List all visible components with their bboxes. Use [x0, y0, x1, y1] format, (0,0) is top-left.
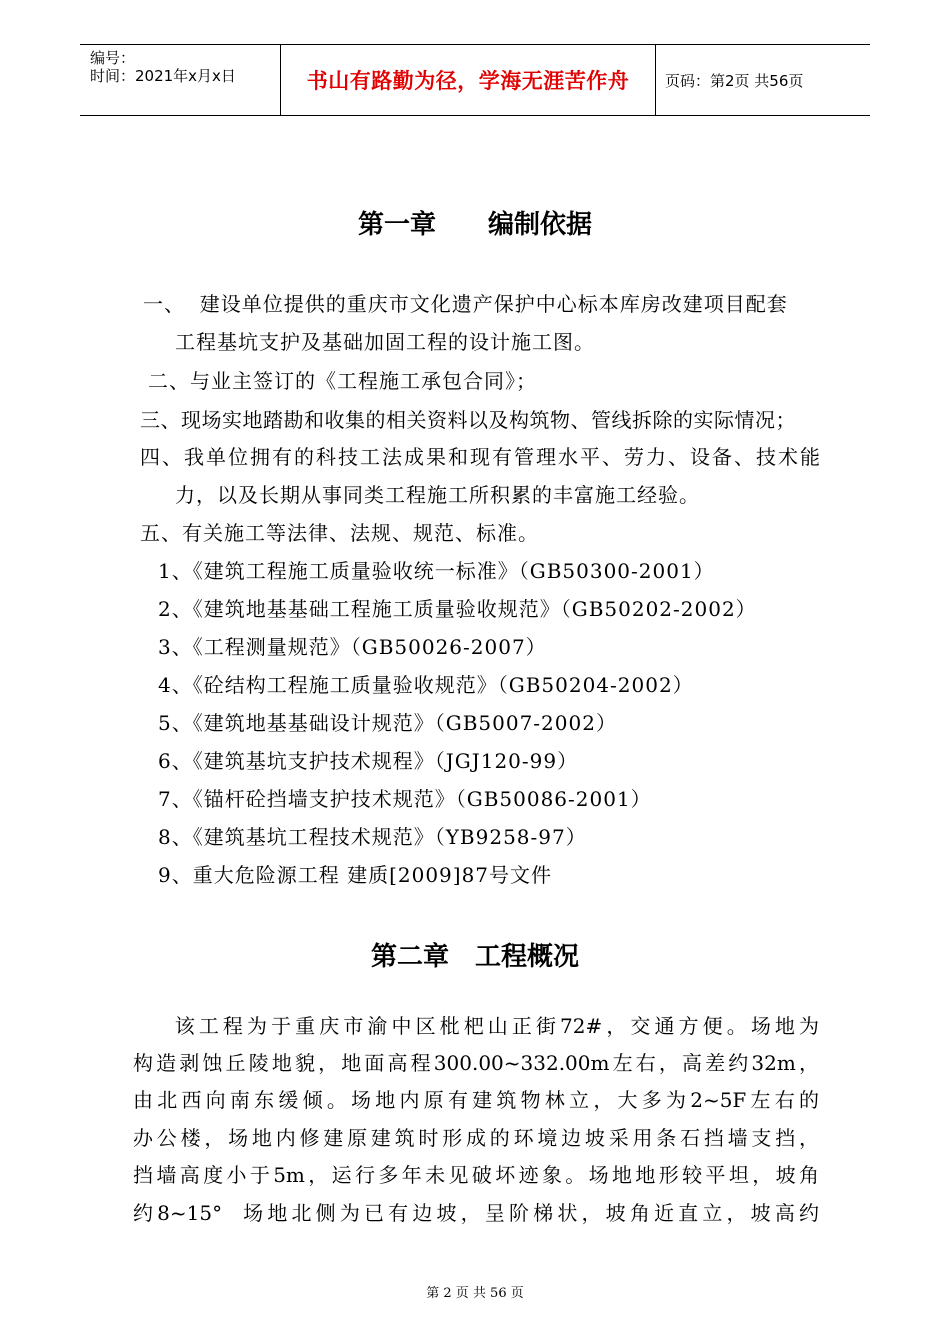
chapter-2-title: 第二章 工程概况: [370, 942, 579, 972]
basis-item-5: 五、有关施工等法律、法规、规范、标准。: [140, 521, 539, 545]
basis-item-4: 四、我单位拥有的科技工法成果和现有管理水平、劳力、设备、技术能: [140, 445, 822, 469]
standard-item-1: 1、《建筑工程施工质量验收统一标准》（GB50300-2001）: [158, 559, 715, 583]
overview-line-2: 构造剥蚀丘陵地貌，地面高程300.00~332.00m左右，高差约32m，: [133, 1051, 819, 1075]
standard-item-2: 2、《建筑地基基础工程施工质量验收规范》（GB50202-2002）: [158, 597, 757, 621]
basis-item-1-cont: 工程基坑支护及基础加固工程的设计施工图。: [175, 330, 595, 354]
overview-line-4: 办公楼，场地内修建原建筑时形成的环境边坡采用条石挡墙支挡，: [133, 1126, 819, 1150]
standard-item-6: 6、《建筑基坑支护技术规程》（JGJ120-99）: [158, 749, 579, 773]
basis-item-1: 一、 建设单位提供的重庆市文化遗产保护中心标本库房改建项目配套: [143, 292, 788, 316]
header-meta: [80, 45, 280, 115]
header-page-info: 页码：第2页 共56页: [665, 71, 804, 90]
page-header: [80, 44, 870, 116]
standard-item-4: 4、《砼结构工程施工质量验收规范》（GB50204-2002）: [158, 673, 694, 697]
basis-item-4-cont: 力，以及长期从事同类工程施工所积累的丰富施工经验。: [175, 483, 700, 507]
document-number-label: 编号：: [90, 49, 136, 67]
overview-line-6: 约8~15° 场地北侧为已有边坡，呈阶梯状，坡角近直立，坡高约: [133, 1201, 819, 1225]
chapter-1-title: 第一章 编制依据: [357, 210, 592, 240]
page-footer: 第 2 页 共 56 页: [426, 1286, 524, 1301]
overview-line-1: 该工程为于重庆市渝中区枇杷山正街72#，交通方便。场地为: [133, 1014, 819, 1038]
header-motto: 书山有路勤为径，学海无涯苦作舟: [280, 45, 656, 115]
basis-item-2: 二、与业主签订的《工程施工承包合同》；: [148, 369, 537, 393]
standard-item-3: 3、《工程测量规范》（GB50026-2007）: [158, 635, 547, 659]
overview-line-3: 由北西向南东缓倾。场地内原有建筑物林立，大多为2~5F左右的: [133, 1088, 819, 1112]
standard-item-8: 8、《建筑基坑工程技术规范》（YB9258-97）: [158, 825, 587, 849]
document-time-label: 时间：2021年x月x日: [90, 67, 236, 85]
overview-line-5: 挡墙高度小于5m，运行多年未见破坏迹象。场地地形较平坦，坡角: [133, 1163, 819, 1187]
basis-item-3: 三、现场实地踏勘和收集的相关资料以及构筑物、管线拆除的实际情况；: [140, 408, 796, 432]
standard-item-7: 7、《锚杆砼挡墙支护技术规范》（GB50086-2001）: [158, 787, 652, 811]
standard-item-5: 5、《建筑地基基础设计规范》（GB5007-2002）: [158, 711, 617, 735]
standard-item-9: 9、重大危险源工程 建质[2009]87号文件: [158, 863, 553, 887]
